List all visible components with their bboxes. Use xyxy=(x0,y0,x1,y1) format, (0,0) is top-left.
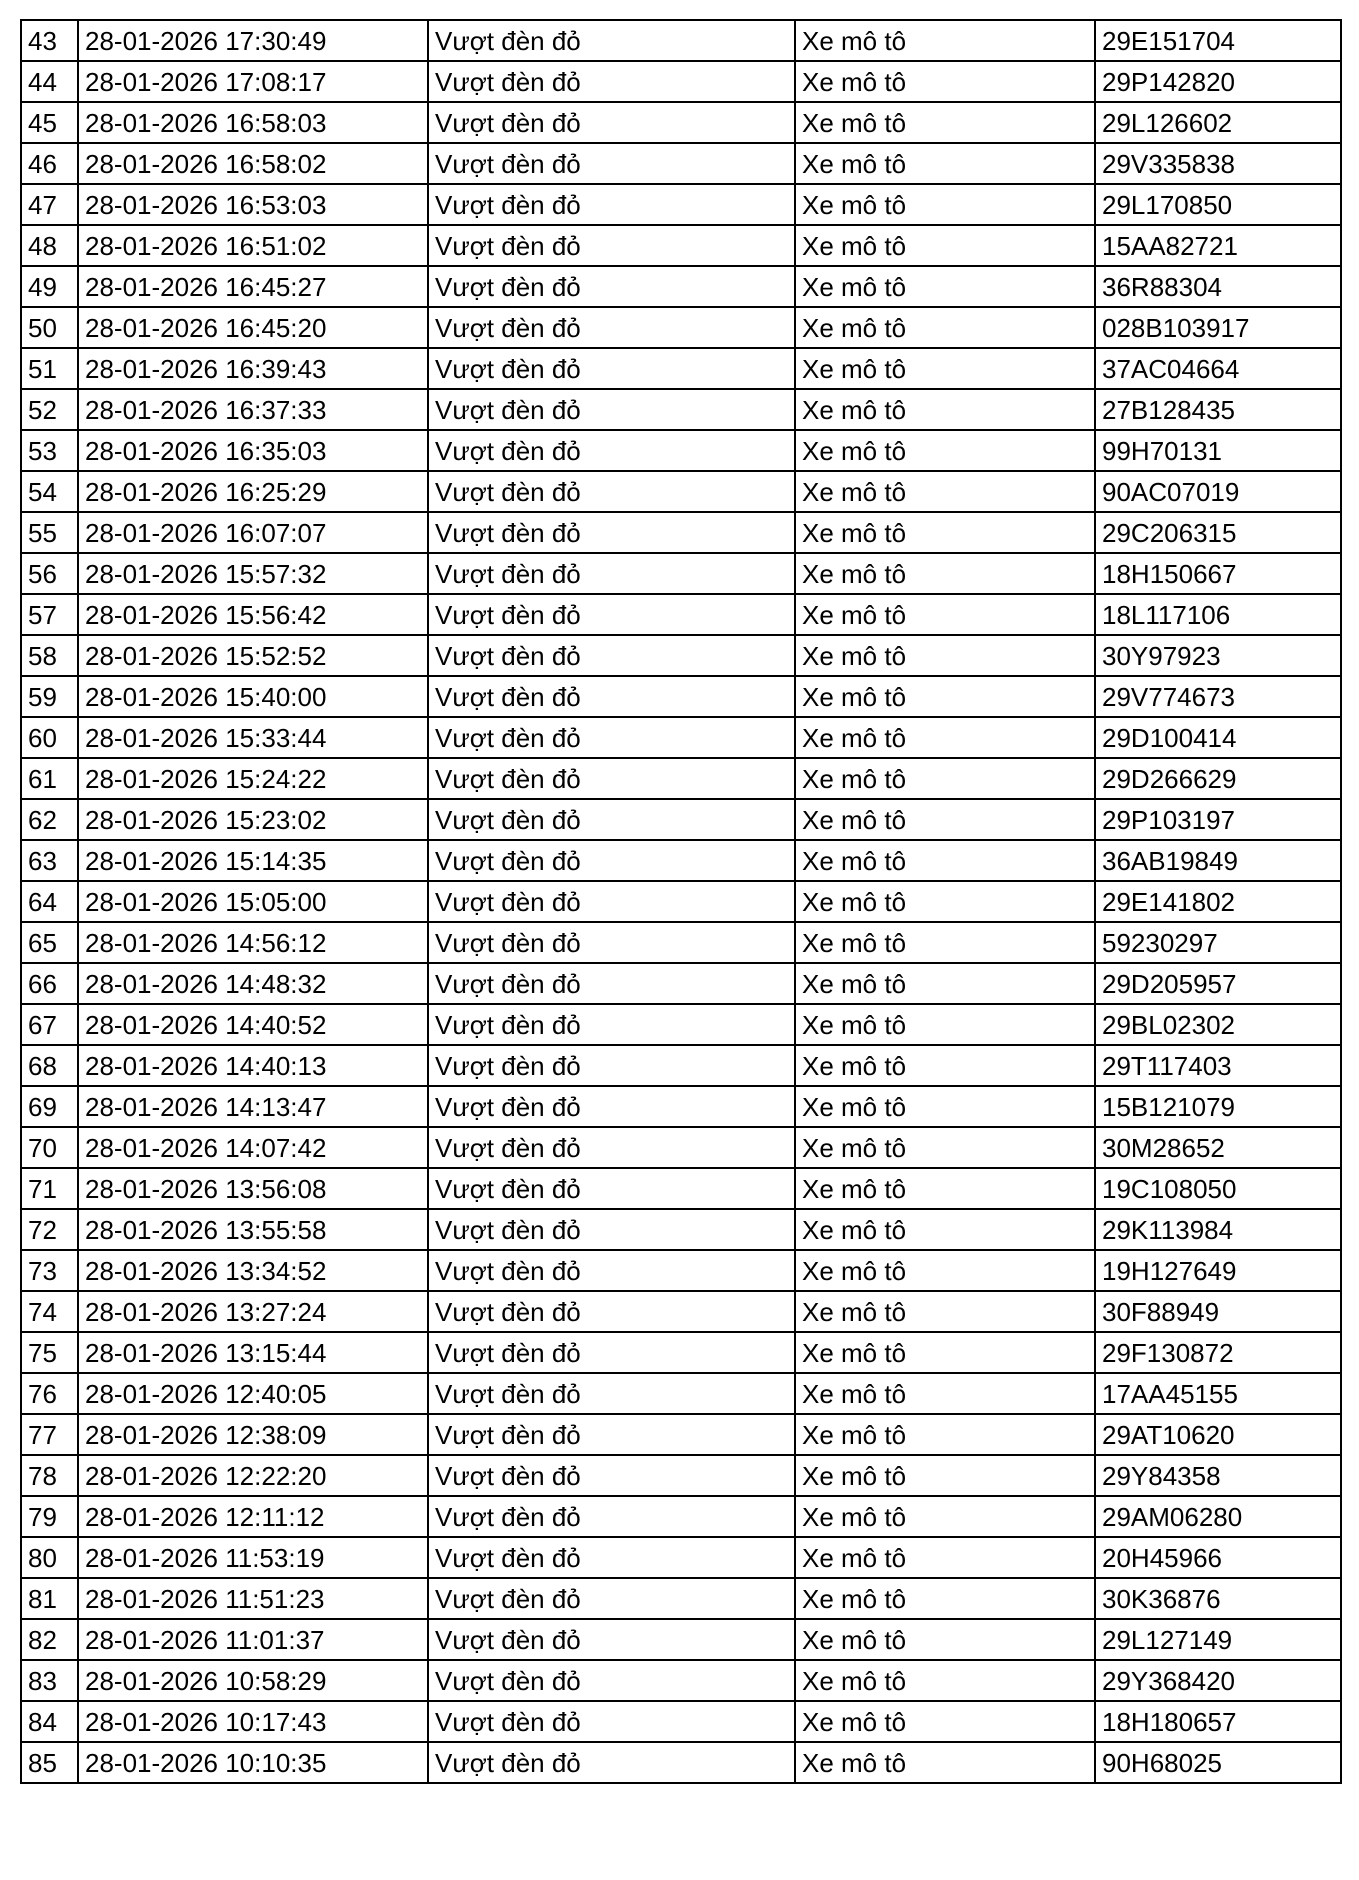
row-number-cell: 66 xyxy=(21,963,78,1004)
row-number-cell: 77 xyxy=(21,1414,78,1455)
violation-type-cell: Vượt đèn đỏ xyxy=(428,1701,795,1742)
vehicle-type-cell: Xe mô tô xyxy=(795,676,1095,717)
violation-type-cell: Vượt đèn đỏ xyxy=(428,963,795,1004)
row-number-cell: 58 xyxy=(21,635,78,676)
violation-type-cell: Vượt đèn đỏ xyxy=(428,102,795,143)
row-number-cell: 50 xyxy=(21,307,78,348)
license-plate-cell: 18L117106 xyxy=(1095,594,1341,635)
vehicle-type-cell: Xe mô tô xyxy=(795,1045,1095,1086)
table-row xyxy=(21,430,1341,471)
table-row xyxy=(21,389,1341,430)
row-number-cell: 45 xyxy=(21,102,78,143)
license-plate-cell: 36R88304 xyxy=(1095,266,1341,307)
timestamp-cell: 28-01-2026 13:34:52 xyxy=(78,1250,428,1291)
vehicle-type-cell: Xe mô tô xyxy=(795,1168,1095,1209)
table-row xyxy=(21,348,1341,389)
violation-type-cell: Vượt đèn đỏ xyxy=(428,184,795,225)
violation-type-cell: Vượt đèn đỏ xyxy=(428,1250,795,1291)
timestamp-cell: 28-01-2026 13:55:58 xyxy=(78,1209,428,1250)
timestamp-cell: 28-01-2026 11:53:19 xyxy=(78,1537,428,1578)
vehicle-type-cell: Xe mô tô xyxy=(795,717,1095,758)
violation-type-cell: Vượt đèn đỏ xyxy=(428,676,795,717)
table-row xyxy=(21,676,1341,717)
row-number-cell: 81 xyxy=(21,1578,78,1619)
table-row xyxy=(21,1455,1341,1496)
vehicle-type-cell: Xe mô tô xyxy=(795,922,1095,963)
vehicle-type-cell: Xe mô tô xyxy=(795,1127,1095,1168)
timestamp-cell: 28-01-2026 16:25:29 xyxy=(78,471,428,512)
license-plate-cell: 29T117403 xyxy=(1095,1045,1341,1086)
table-row xyxy=(21,963,1341,1004)
vehicle-type-cell: Xe mô tô xyxy=(795,1086,1095,1127)
license-plate-cell: 90H68025 xyxy=(1095,1742,1341,1783)
table-row xyxy=(21,881,1341,922)
vehicle-type-cell: Xe mô tô xyxy=(795,1742,1095,1783)
vehicle-type-cell: Xe mô tô xyxy=(795,471,1095,512)
violations-table xyxy=(20,19,1342,1784)
timestamp-cell: 28-01-2026 13:27:24 xyxy=(78,1291,428,1332)
row-number-cell: 62 xyxy=(21,799,78,840)
vehicle-type-cell: Xe mô tô xyxy=(795,1414,1095,1455)
violation-type-cell: Vượt đèn đỏ xyxy=(428,758,795,799)
row-number-cell: 59 xyxy=(21,676,78,717)
timestamp-cell: 28-01-2026 14:48:32 xyxy=(78,963,428,1004)
violation-type-cell: Vượt đèn đỏ xyxy=(428,1373,795,1414)
table-row xyxy=(21,1578,1341,1619)
table-row xyxy=(21,61,1341,102)
violation-type-cell: Vượt đèn đỏ xyxy=(428,1496,795,1537)
row-number-cell: 82 xyxy=(21,1619,78,1660)
license-plate-cell: 36AB19849 xyxy=(1095,840,1341,881)
violation-type-cell: Vượt đèn đỏ xyxy=(428,307,795,348)
timestamp-cell: 28-01-2026 15:05:00 xyxy=(78,881,428,922)
vehicle-type-cell: Xe mô tô xyxy=(795,389,1095,430)
vehicle-type-cell: Xe mô tô xyxy=(795,1619,1095,1660)
timestamp-cell: 28-01-2026 16:37:33 xyxy=(78,389,428,430)
table-row xyxy=(21,1209,1341,1250)
violation-type-cell: Vượt đèn đỏ xyxy=(428,717,795,758)
license-plate-cell: 18H180657 xyxy=(1095,1701,1341,1742)
license-plate-cell: 37AC04664 xyxy=(1095,348,1341,389)
violation-type-cell: Vượt đèn đỏ xyxy=(428,1742,795,1783)
license-plate-cell: 29V774673 xyxy=(1095,676,1341,717)
license-plate-cell: 29E141802 xyxy=(1095,881,1341,922)
timestamp-cell: 28-01-2026 14:56:12 xyxy=(78,922,428,963)
table-row xyxy=(21,799,1341,840)
row-number-cell: 55 xyxy=(21,512,78,553)
license-plate-cell: 15AA82721 xyxy=(1095,225,1341,266)
table-row xyxy=(21,1086,1341,1127)
vehicle-type-cell: Xe mô tô xyxy=(795,430,1095,471)
violation-type-cell: Vượt đèn đỏ xyxy=(428,1537,795,1578)
vehicle-type-cell: Xe mô tô xyxy=(795,1373,1095,1414)
table-row xyxy=(21,1373,1341,1414)
license-plate-cell: 19H127649 xyxy=(1095,1250,1341,1291)
violation-type-cell: Vượt đèn đỏ xyxy=(428,1414,795,1455)
violation-type-cell: Vượt đèn đỏ xyxy=(428,881,795,922)
row-number-cell: 61 xyxy=(21,758,78,799)
table-row xyxy=(21,1701,1341,1742)
vehicle-type-cell: Xe mô tô xyxy=(795,1291,1095,1332)
table-row xyxy=(21,1742,1341,1783)
license-plate-cell: 19C108050 xyxy=(1095,1168,1341,1209)
timestamp-cell: 28-01-2026 12:38:09 xyxy=(78,1414,428,1455)
table-row xyxy=(21,1414,1341,1455)
license-plate-cell: 30Y97923 xyxy=(1095,635,1341,676)
timestamp-cell: 28-01-2026 12:11:12 xyxy=(78,1496,428,1537)
license-plate-cell: 15B121079 xyxy=(1095,1086,1341,1127)
row-number-cell: 52 xyxy=(21,389,78,430)
violation-type-cell: Vượt đèn đỏ xyxy=(428,1291,795,1332)
vehicle-type-cell: Xe mô tô xyxy=(795,1209,1095,1250)
violation-type-cell: Vượt đèn đỏ xyxy=(428,1209,795,1250)
table-row xyxy=(21,225,1341,266)
license-plate-cell: 99H70131 xyxy=(1095,430,1341,471)
violation-type-cell: Vượt đèn đỏ xyxy=(428,1332,795,1373)
row-number-cell: 73 xyxy=(21,1250,78,1291)
license-plate-cell: 29AM06280 xyxy=(1095,1496,1341,1537)
timestamp-cell: 28-01-2026 15:52:52 xyxy=(78,635,428,676)
table-row xyxy=(21,143,1341,184)
vehicle-type-cell: Xe mô tô xyxy=(795,840,1095,881)
timestamp-cell: 28-01-2026 17:30:49 xyxy=(78,20,428,61)
timestamp-cell: 28-01-2026 10:10:35 xyxy=(78,1742,428,1783)
table-row xyxy=(21,553,1341,594)
license-plate-cell: 20H45966 xyxy=(1095,1537,1341,1578)
table-row xyxy=(21,1496,1341,1537)
violation-type-cell: Vượt đèn đỏ xyxy=(428,1455,795,1496)
violation-type-cell: Vượt đèn đỏ xyxy=(428,266,795,307)
vehicle-type-cell: Xe mô tô xyxy=(795,348,1095,389)
row-number-cell: 65 xyxy=(21,922,78,963)
vehicle-type-cell: Xe mô tô xyxy=(795,20,1095,61)
row-number-cell: 80 xyxy=(21,1537,78,1578)
row-number-cell: 47 xyxy=(21,184,78,225)
violation-type-cell: Vượt đèn đỏ xyxy=(428,1619,795,1660)
license-plate-cell: 29V335838 xyxy=(1095,143,1341,184)
timestamp-cell: 28-01-2026 12:22:20 xyxy=(78,1455,428,1496)
violation-type-cell: Vượt đèn đỏ xyxy=(428,348,795,389)
violation-type-cell: Vượt đèn đỏ xyxy=(428,1004,795,1045)
license-plate-cell: 29C206315 xyxy=(1095,512,1341,553)
timestamp-cell: 28-01-2026 16:07:07 xyxy=(78,512,428,553)
license-plate-cell: 29L170850 xyxy=(1095,184,1341,225)
violation-type-cell: Vượt đèn đỏ xyxy=(428,1086,795,1127)
timestamp-cell: 28-01-2026 13:15:44 xyxy=(78,1332,428,1373)
license-plate-cell: 29F130872 xyxy=(1095,1332,1341,1373)
timestamp-cell: 28-01-2026 15:33:44 xyxy=(78,717,428,758)
timestamp-cell: 28-01-2026 16:45:27 xyxy=(78,266,428,307)
timestamp-cell: 28-01-2026 15:14:35 xyxy=(78,840,428,881)
timestamp-cell: 28-01-2026 17:08:17 xyxy=(78,61,428,102)
row-number-cell: 48 xyxy=(21,225,78,266)
table-row xyxy=(21,184,1341,225)
license-plate-cell: 29Y84358 xyxy=(1095,1455,1341,1496)
timestamp-cell: 28-01-2026 16:45:20 xyxy=(78,307,428,348)
timestamp-cell: 28-01-2026 12:40:05 xyxy=(78,1373,428,1414)
violation-type-cell: Vượt đèn đỏ xyxy=(428,1578,795,1619)
table-row xyxy=(21,307,1341,348)
license-plate-cell: 18H150667 xyxy=(1095,553,1341,594)
timestamp-cell: 28-01-2026 16:58:03 xyxy=(78,102,428,143)
table-row xyxy=(21,1619,1341,1660)
license-plate-cell: 29P103197 xyxy=(1095,799,1341,840)
vehicle-type-cell: Xe mô tô xyxy=(795,635,1095,676)
violation-type-cell: Vượt đèn đỏ xyxy=(428,61,795,102)
table-row xyxy=(21,1250,1341,1291)
license-plate-cell: 29D205957 xyxy=(1095,963,1341,1004)
license-plate-cell: 028B103917 xyxy=(1095,307,1341,348)
vehicle-type-cell: Xe mô tô xyxy=(795,1660,1095,1701)
timestamp-cell: 28-01-2026 16:51:02 xyxy=(78,225,428,266)
timestamp-cell: 28-01-2026 10:17:43 xyxy=(78,1701,428,1742)
row-number-cell: 60 xyxy=(21,717,78,758)
row-number-cell: 56 xyxy=(21,553,78,594)
vehicle-type-cell: Xe mô tô xyxy=(795,1496,1095,1537)
vehicle-type-cell: Xe mô tô xyxy=(795,307,1095,348)
vehicle-type-cell: Xe mô tô xyxy=(795,1332,1095,1373)
row-number-cell: 68 xyxy=(21,1045,78,1086)
license-plate-cell: 29Y368420 xyxy=(1095,1660,1341,1701)
table-row xyxy=(21,1537,1341,1578)
row-number-cell: 78 xyxy=(21,1455,78,1496)
license-plate-cell: 90AC07019 xyxy=(1095,471,1341,512)
row-number-cell: 74 xyxy=(21,1291,78,1332)
row-number-cell: 72 xyxy=(21,1209,78,1250)
row-number-cell: 43 xyxy=(21,20,78,61)
violation-type-cell: Vượt đèn đỏ xyxy=(428,471,795,512)
timestamp-cell: 28-01-2026 15:57:32 xyxy=(78,553,428,594)
license-plate-cell: 29E151704 xyxy=(1095,20,1341,61)
timestamp-cell: 28-01-2026 11:01:37 xyxy=(78,1619,428,1660)
table-row xyxy=(21,1004,1341,1045)
vehicle-type-cell: Xe mô tô xyxy=(795,758,1095,799)
violation-type-cell: Vượt đèn đỏ xyxy=(428,512,795,553)
violation-type-cell: Vượt đèn đỏ xyxy=(428,1168,795,1209)
row-number-cell: 44 xyxy=(21,61,78,102)
vehicle-type-cell: Xe mô tô xyxy=(795,184,1095,225)
violation-type-cell: Vượt đèn đỏ xyxy=(428,799,795,840)
vehicle-type-cell: Xe mô tô xyxy=(795,1578,1095,1619)
violation-type-cell: Vượt đèn đỏ xyxy=(428,1660,795,1701)
timestamp-cell: 28-01-2026 15:24:22 xyxy=(78,758,428,799)
row-number-cell: 85 xyxy=(21,1742,78,1783)
row-number-cell: 57 xyxy=(21,594,78,635)
vehicle-type-cell: Xe mô tô xyxy=(795,1701,1095,1742)
row-number-cell: 53 xyxy=(21,430,78,471)
timestamp-cell: 28-01-2026 13:56:08 xyxy=(78,1168,428,1209)
vehicle-type-cell: Xe mô tô xyxy=(795,266,1095,307)
license-plate-cell: 17AA45155 xyxy=(1095,1373,1341,1414)
violations-table-body xyxy=(21,20,1341,1783)
vehicle-type-cell: Xe mô tô xyxy=(795,1537,1095,1578)
violation-type-cell: Vượt đèn đỏ xyxy=(428,840,795,881)
license-plate-cell: 29BL02302 xyxy=(1095,1004,1341,1045)
row-number-cell: 83 xyxy=(21,1660,78,1701)
table-row xyxy=(21,471,1341,512)
table-row xyxy=(21,717,1341,758)
timestamp-cell: 28-01-2026 15:56:42 xyxy=(78,594,428,635)
license-plate-cell: 29L126602 xyxy=(1095,102,1341,143)
row-number-cell: 76 xyxy=(21,1373,78,1414)
violation-type-cell: Vượt đèn đỏ xyxy=(428,225,795,266)
vehicle-type-cell: Xe mô tô xyxy=(795,963,1095,1004)
timestamp-cell: 28-01-2026 14:40:13 xyxy=(78,1045,428,1086)
timestamp-cell: 28-01-2026 16:35:03 xyxy=(78,430,428,471)
vehicle-type-cell: Xe mô tô xyxy=(795,225,1095,266)
license-plate-cell: 27B128435 xyxy=(1095,389,1341,430)
vehicle-type-cell: Xe mô tô xyxy=(795,881,1095,922)
violation-type-cell: Vượt đèn đỏ xyxy=(428,389,795,430)
violation-type-cell: Vượt đèn đỏ xyxy=(428,594,795,635)
table-row xyxy=(21,1045,1341,1086)
violation-type-cell: Vượt đèn đỏ xyxy=(428,1045,795,1086)
row-number-cell: 64 xyxy=(21,881,78,922)
timestamp-cell: 28-01-2026 16:53:03 xyxy=(78,184,428,225)
row-number-cell: 63 xyxy=(21,840,78,881)
table-row xyxy=(21,1168,1341,1209)
table-row xyxy=(21,20,1341,61)
table-row xyxy=(21,102,1341,143)
timestamp-cell: 28-01-2026 10:58:29 xyxy=(78,1660,428,1701)
vehicle-type-cell: Xe mô tô xyxy=(795,1250,1095,1291)
table-row xyxy=(21,266,1341,307)
license-plate-cell: 30K36876 xyxy=(1095,1578,1341,1619)
row-number-cell: 67 xyxy=(21,1004,78,1045)
license-plate-cell: 29L127149 xyxy=(1095,1619,1341,1660)
row-number-cell: 51 xyxy=(21,348,78,389)
vehicle-type-cell: Xe mô tô xyxy=(795,102,1095,143)
row-number-cell: 46 xyxy=(21,143,78,184)
license-plate-cell: 29AT10620 xyxy=(1095,1414,1341,1455)
license-plate-cell: 30F88949 xyxy=(1095,1291,1341,1332)
vehicle-type-cell: Xe mô tô xyxy=(795,799,1095,840)
vehicle-type-cell: Xe mô tô xyxy=(795,594,1095,635)
table-row xyxy=(21,512,1341,553)
row-number-cell: 75 xyxy=(21,1332,78,1373)
license-plate-cell: 29D266629 xyxy=(1095,758,1341,799)
table-row xyxy=(21,1291,1341,1332)
table-row xyxy=(21,1660,1341,1701)
row-number-cell: 70 xyxy=(21,1127,78,1168)
license-plate-cell: 30M28652 xyxy=(1095,1127,1341,1168)
license-plate-cell: 29D100414 xyxy=(1095,717,1341,758)
timestamp-cell: 28-01-2026 14:40:52 xyxy=(78,1004,428,1045)
violation-type-cell: Vượt đèn đỏ xyxy=(428,143,795,184)
vehicle-type-cell: Xe mô tô xyxy=(795,1455,1095,1496)
timestamp-cell: 28-01-2026 11:51:23 xyxy=(78,1578,428,1619)
table-row xyxy=(21,922,1341,963)
license-plate-cell: 29P142820 xyxy=(1095,61,1341,102)
vehicle-type-cell: Xe mô tô xyxy=(795,143,1095,184)
timestamp-cell: 28-01-2026 14:07:42 xyxy=(78,1127,428,1168)
row-number-cell: 71 xyxy=(21,1168,78,1209)
violation-type-cell: Vượt đèn đỏ xyxy=(428,922,795,963)
violation-type-cell: Vượt đèn đỏ xyxy=(428,430,795,471)
violation-type-cell: Vượt đèn đỏ xyxy=(428,1127,795,1168)
timestamp-cell: 28-01-2026 14:13:47 xyxy=(78,1086,428,1127)
row-number-cell: 84 xyxy=(21,1701,78,1742)
vehicle-type-cell: Xe mô tô xyxy=(795,1004,1095,1045)
table-row xyxy=(21,840,1341,881)
timestamp-cell: 28-01-2026 15:40:00 xyxy=(78,676,428,717)
table-row xyxy=(21,1332,1341,1373)
violation-type-cell: Vượt đèn đỏ xyxy=(428,635,795,676)
timestamp-cell: 28-01-2026 15:23:02 xyxy=(78,799,428,840)
vehicle-type-cell: Xe mô tô xyxy=(795,512,1095,553)
table-row xyxy=(21,758,1341,799)
vehicle-type-cell: Xe mô tô xyxy=(795,61,1095,102)
license-plate-cell: 29K113984 xyxy=(1095,1209,1341,1250)
row-number-cell: 54 xyxy=(21,471,78,512)
row-number-cell: 79 xyxy=(21,1496,78,1537)
timestamp-cell: 28-01-2026 16:39:43 xyxy=(78,348,428,389)
table-row xyxy=(21,1127,1341,1168)
row-number-cell: 69 xyxy=(21,1086,78,1127)
violation-type-cell: Vượt đèn đỏ xyxy=(428,553,795,594)
row-number-cell: 49 xyxy=(21,266,78,307)
violation-type-cell: Vượt đèn đỏ xyxy=(428,20,795,61)
vehicle-type-cell: Xe mô tô xyxy=(795,553,1095,594)
license-plate-cell: 59230297 xyxy=(1095,922,1341,963)
table-row xyxy=(21,635,1341,676)
timestamp-cell: 28-01-2026 16:58:02 xyxy=(78,143,428,184)
table-row xyxy=(21,594,1341,635)
